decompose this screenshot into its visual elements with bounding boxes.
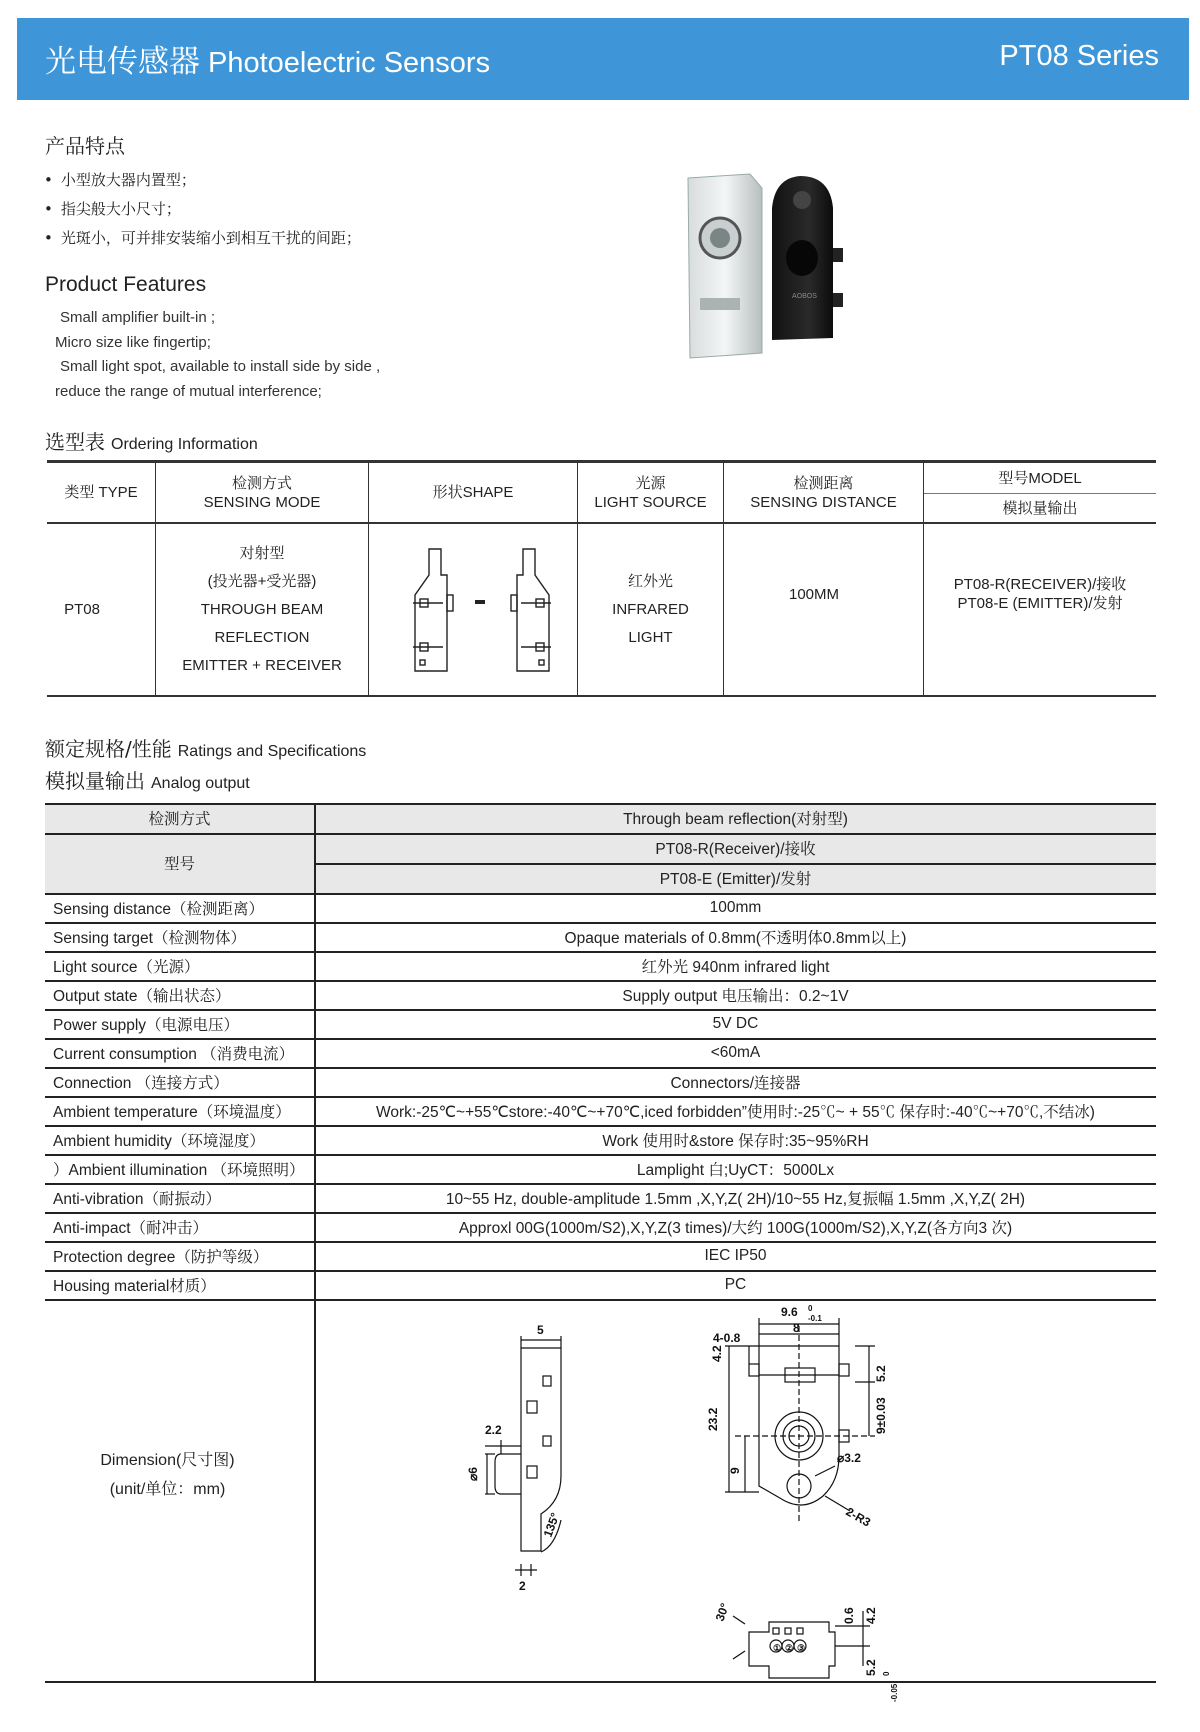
header-mode-en: SENSING MODE (203, 493, 321, 511)
table-border (47, 695, 1156, 697)
dim-tolerance: 0 (808, 1304, 813, 1313)
header-mode-cn: 检测方式 (231, 474, 292, 492)
spec-row (45, 980, 1156, 1009)
header-distance-cn: 检测距离 (793, 474, 854, 492)
feature-line: Small light spot, available to install side by side , (60, 358, 381, 375)
ordering-heading-cn: 选型表 (45, 430, 105, 454)
spec-row (45, 1096, 1156, 1125)
spec-label: Housing material材质） (53, 1277, 216, 1295)
ratings-heading-cn: 额定规格/性能 (45, 737, 172, 761)
dim-label: 135° (540, 1510, 563, 1540)
dim-tolerance: 0 (882, 1671, 891, 1676)
spec-row (45, 922, 1156, 951)
feature-line: reduce the range of mutual interference; (55, 382, 322, 400)
spec-label: 检测方式 (148, 811, 211, 828)
product-photo (680, 168, 880, 373)
dim-tolerance: -0.05 (890, 1683, 899, 1702)
dim-label: 4.2 (710, 1345, 724, 1362)
row-mode-line: 对射型 (239, 544, 285, 562)
dim-label: 9.6 (781, 1305, 798, 1319)
row-mode-line: EMITTER + RECEIVER (182, 656, 342, 674)
dim-label: 2 (519, 1579, 526, 1593)
header-model: 型号MODEL (998, 469, 1082, 487)
table-border (45, 1299, 1156, 1301)
spec-row-model (45, 833, 1156, 893)
header-model-sub: 模拟量输出 (1002, 499, 1078, 517)
analog-heading (45, 765, 250, 794)
ordering-table (47, 460, 1156, 697)
row-model-line: PT08-E (EMITTER)/发射 (957, 595, 1123, 612)
row-type: PT08 (64, 601, 100, 618)
dim-tolerance: -0.1 (808, 1314, 822, 1323)
pin-label: ② (785, 1643, 794, 1653)
row-source (578, 524, 723, 695)
dimension-title: Dimension(尺寸图) (100, 1452, 235, 1469)
row-model (924, 524, 1156, 664)
spec-value: Lamplight 白;UyCT：5000Lx (636, 1161, 835, 1179)
spec-value: PT08-R(Receiver)/接收 (655, 841, 816, 858)
spec-label: Power supply（电源电压） (53, 1016, 240, 1034)
features-bullets (44, 166, 361, 253)
spec-value: Opaque materials of 0.8mm(不透明体0.8mm以上) (564, 929, 907, 947)
ratings-heading-en: Ratings and Specifications (177, 743, 367, 760)
row-source-line: INFRARED (612, 600, 689, 618)
spec-label: Output state（输出状态） (53, 987, 231, 1005)
spec-row (45, 1241, 1156, 1270)
spec-row (45, 1125, 1156, 1154)
header-source-en: LIGHT SOURCE (594, 493, 707, 511)
dim-label: 9±0.03 (874, 1397, 888, 1434)
dim-label: 2.2 (485, 1423, 502, 1437)
table-bottom-border (45, 1681, 1156, 1683)
spec-label: Anti-vibration（耐振动） (53, 1190, 221, 1208)
row-mode (156, 524, 368, 695)
spec-value: Connectors/连接器 (670, 1074, 801, 1092)
ordering-heading-en: Ordering Information (111, 436, 258, 453)
header-source (578, 463, 723, 522)
spec-row (45, 1038, 1156, 1067)
row-mode-line: THROUGH BEAM (200, 600, 324, 618)
dim-label: 4-0.8 (713, 1331, 741, 1345)
spec-value: 10~55 Hz, double-amplitude 1.5mm ,X,Y,Z( 2H)/10~55 Hz,复振幅 1.5mm ,X,Y,Z( 2H) (445, 1190, 1026, 1208)
spec-value: <60mA (710, 1043, 761, 1061)
spec-label: Light source（光源） (53, 958, 200, 976)
spec-label: Sensing distance（检测距离） (53, 900, 265, 918)
spec-row (45, 1270, 1156, 1299)
series-name: PT08 Series (999, 40, 1159, 72)
spec-row-mode (45, 803, 1156, 833)
ratings-heading (45, 733, 366, 762)
feature-bullet: • 小型放大器内置型； (44, 166, 361, 195)
feature-line: Micro size like fingertip; (55, 333, 211, 351)
spec-label: Protection degree（防护等级） (53, 1248, 269, 1266)
pin-label: ① (773, 1643, 782, 1653)
row-model-line: PT08-R(RECEIVER)/接收 (953, 576, 1127, 593)
spec-row (45, 893, 1156, 922)
spec-value: Approxl 00G(1000m/S2),X,Y,Z(3 times)/大约 100G(1000m/S2),X,Y,Z(各方向3 次) (458, 1219, 1013, 1237)
dimension-label (45, 1446, 290, 1504)
dim-label: 23.2 (706, 1407, 720, 1431)
svg-text:AOBOS: AOBOS (792, 293, 817, 300)
spec-row (45, 1009, 1156, 1038)
dim-label: ⌀6 (466, 1467, 480, 1481)
dim-label: 30° (712, 1601, 733, 1624)
dim-label: 0.6 (842, 1607, 856, 1624)
row-mode-line: REFLECTION (214, 628, 310, 646)
analog-heading-en: Analog output (151, 775, 250, 792)
header-distance-en: SENSING DISTANCE (750, 493, 897, 511)
feature-line: Small amplifier built-in ; (60, 309, 216, 326)
title-en: Photoelectric Sensors (208, 47, 491, 79)
spec-label: 型号 (163, 856, 195, 873)
ordering-heading (45, 426, 258, 455)
dim-label: 8 (793, 1321, 800, 1335)
features-lines-en (55, 306, 380, 404)
spec-row (45, 1212, 1156, 1241)
row-source-line: LIGHT (628, 628, 673, 646)
dim-label: ⌀3.2 (837, 1451, 861, 1465)
spec-value: IEC IP50 (704, 1246, 767, 1264)
dim-label: 9 (728, 1467, 742, 1474)
dim-label: 4.2 (864, 1607, 878, 1624)
spec-value: PC (724, 1275, 747, 1293)
spec-label: ）Ambient illumination （环境照明） (53, 1161, 305, 1179)
spec-label: Sensing target（检测物体） (53, 929, 246, 947)
spec-label: Anti-impact（耐冲击） (53, 1219, 209, 1237)
spec-row (45, 1154, 1156, 1183)
dim-label: 5.2 (864, 1659, 878, 1676)
header-distance (724, 463, 923, 522)
spec-label: Ambient humidity（环境湿度） (53, 1132, 265, 1150)
page-title (45, 36, 490, 81)
row-distance: 100MM (788, 585, 840, 603)
dim-label: 5 (537, 1323, 544, 1337)
spec-label: Ambient temperature（环境温度） (53, 1103, 291, 1121)
dim-label: 2-R3 (843, 1504, 874, 1530)
header-banner (17, 18, 1189, 100)
title-cn: 光电传感器 (45, 44, 200, 80)
spec-value: PT08-E (Emitter)/发射 (659, 871, 812, 888)
spec-row (45, 1183, 1156, 1212)
spec-value: Through beam reflection(对射型) (623, 811, 848, 828)
shape-diagram (407, 545, 557, 675)
spec-value: Supply output 电压输出：0.2~1V (622, 987, 849, 1005)
header-type: 类型 TYPE (64, 484, 138, 501)
dimension-unit: (unit/单位：mm) (109, 1481, 226, 1498)
header-source-cn: 光源 (635, 474, 666, 492)
spec-value: 红外光 940nm infrared light (641, 958, 830, 976)
spec-value: 100mm (709, 898, 762, 916)
spec-row (45, 1067, 1156, 1096)
spec-label: Current consumption （消费电流） (53, 1045, 295, 1063)
spec-value: Work:-25℃~+55℃store:-40℃~+70℃,iced forbidden”使用时:-25℃~ + 55℃ 保存时:-40℃~+70℃,不结冰) (376, 1103, 1095, 1121)
spec-value: 5V DC (712, 1014, 759, 1032)
row-mode-line: (投光器+受光器) (207, 572, 317, 590)
features-heading-cn: 产品特点 (45, 134, 125, 158)
pin-label: ③ (797, 1643, 806, 1653)
feature-bullet: • 光斑小，可并排安装缩小到相互干扰的间距； (44, 224, 361, 253)
features-heading-en: Product Features (45, 273, 207, 296)
spec-row (45, 951, 1156, 980)
spec-value: Work 使用时&store 保存时:35~95%RH (602, 1132, 869, 1150)
header-mode (156, 463, 368, 522)
dim-label: 5.2 (874, 1365, 888, 1382)
header-shape: 形状SHAPE (432, 484, 514, 501)
spec-label: Connection （连接方式） (53, 1074, 229, 1092)
analog-heading-cn: 模拟量输出 (45, 769, 145, 793)
dimension-drawing (315, 1304, 1155, 1702)
row-source-line: 红外光 (627, 572, 673, 590)
feature-bullet: • 指尖般大小尺寸； (44, 195, 361, 224)
